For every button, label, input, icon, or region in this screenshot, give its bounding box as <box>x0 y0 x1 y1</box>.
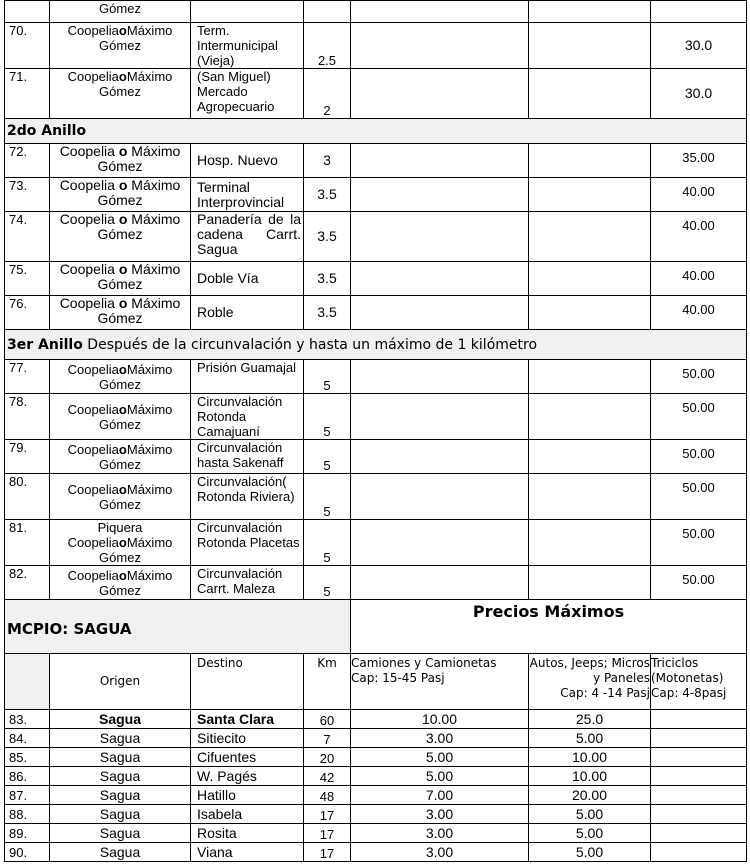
origin-cell <box>50 262 191 296</box>
empty-cell <box>529 520 651 566</box>
origin-cell: Sagua <box>50 805 191 824</box>
destination-cell <box>191 1 304 23</box>
section-description: Después de la circunvalación y hasta un máximo de 1 kilómetro <box>87 336 538 353</box>
table-row <box>5 69 747 119</box>
price-triciclos <box>651 824 747 843</box>
origin-text: CoopeliaoMáximo Gómez <box>67 567 173 598</box>
price-camiones: 3.00 <box>351 843 529 862</box>
price-triciclos <box>651 805 747 824</box>
price-autos: 10.00 <box>529 767 651 786</box>
empty-cell <box>351 394 529 440</box>
table-row <box>5 710 747 729</box>
row-number: 86. <box>5 767 50 786</box>
empty-cell <box>529 262 651 296</box>
price-camiones: 3.00 <box>351 729 529 748</box>
price-cell: 30.0 <box>651 23 747 69</box>
origin-cell: Sagua <box>50 824 191 843</box>
empty-cell <box>351 566 529 600</box>
conjunction-o: o <box>118 481 127 497</box>
conjunction-o: o <box>118 23 127 38</box>
section-label: 2do Anillo <box>7 123 87 139</box>
destination-cell: Circunvalación( Rotonda Riviera) <box>191 474 304 520</box>
empty-cell <box>351 1 529 23</box>
price-cell: 50.00 <box>651 394 747 440</box>
empty-cell <box>351 520 529 566</box>
price-cell <box>651 1 747 23</box>
conjunction-o: o <box>114 143 132 159</box>
table-row <box>5 212 747 262</box>
origin-cell <box>50 474 191 520</box>
destination-cell: Roble <box>191 296 304 330</box>
km-cell: 3.5 <box>304 296 351 330</box>
origin-cell <box>50 1 191 23</box>
price-autos: 5.00 <box>529 843 651 862</box>
table-row <box>5 394 747 440</box>
price-cell: 30.0 <box>651 69 747 119</box>
row-number: 82. <box>5 566 50 600</box>
origin-text: CoopeliaoMáximo Gómez <box>67 361 173 392</box>
row-number: 83. <box>5 710 50 729</box>
row-number: 72. <box>5 144 50 178</box>
origin-text: Piquera CoopeliaoMáximo Gómez <box>67 520 173 565</box>
municipio-header-row <box>5 600 747 654</box>
origin-text: Coopelia o Máximo Gómez <box>59 211 181 242</box>
section-label: 3er Anillo <box>7 336 83 353</box>
empty-cell <box>529 474 651 520</box>
table-row <box>5 767 747 786</box>
destination-cell: (San Miguel) Mercado Agropecuario <box>191 69 304 119</box>
origin-text: Coopelia o Máximo Gómez <box>59 143 181 174</box>
table-row <box>5 262 747 296</box>
price-autos: 25.0 <box>529 710 651 729</box>
empty-cell <box>351 360 529 394</box>
price-triciclos <box>651 710 747 729</box>
row-number: 88. <box>5 805 50 824</box>
empty-cell <box>351 23 529 69</box>
price-cell: 35.00 <box>651 144 747 178</box>
section-title <box>5 119 747 144</box>
empty-cell <box>529 178 651 212</box>
table-row <box>5 824 747 843</box>
empty-cell <box>529 69 651 119</box>
destination-cell: Doble Vía <box>191 262 304 296</box>
destination-cell: Rosita <box>191 824 304 843</box>
km-cell: 3.5 <box>304 212 351 262</box>
conjunction-o: o <box>114 211 132 227</box>
row-number: 79. <box>5 440 50 474</box>
table-row <box>5 296 747 330</box>
conjunction-o: o <box>118 535 127 550</box>
destination-cell: Circunvalación hasta Sakenaff <box>191 440 304 474</box>
km-cell: 3.5 <box>304 262 351 296</box>
empty-cell <box>351 296 529 330</box>
row-number: 85. <box>5 748 50 767</box>
km-cell: 2 <box>304 69 351 119</box>
price-cell: 50.00 <box>651 566 747 600</box>
origin-text: CoopeliaoMáximo Gómez <box>67 23 173 53</box>
origin-cell: Sagua <box>50 748 191 767</box>
km-cell: 3 <box>304 144 351 178</box>
origin-text: CoopeliaoMáximo Gómez <box>67 441 173 472</box>
precios-maximos-title: Precios Máximos <box>351 600 747 654</box>
price-cell: 40.00 <box>651 178 747 212</box>
km-cell: 5 <box>304 360 351 394</box>
origin-cell <box>50 566 191 600</box>
empty-cell <box>529 23 651 69</box>
conjunction-o: o <box>118 567 127 583</box>
destination-cell: Viana <box>191 843 304 862</box>
price-camiones: 5.00 <box>351 748 529 767</box>
destination-cell: Circunvalación Rotonda Camajuaní <box>191 394 304 440</box>
conjunction-o: o <box>118 401 127 417</box>
column-header-row <box>5 654 747 710</box>
table-row <box>5 786 747 805</box>
km-cell: 42 <box>304 767 351 786</box>
origin-cell <box>50 520 191 566</box>
empty-cell <box>529 296 651 330</box>
conjunction-o: o <box>114 177 132 193</box>
conjunction-o: o <box>118 441 127 457</box>
km-cell: 17 <box>304 805 351 824</box>
header-triciclos <box>651 654 747 710</box>
origin-text: Coopelia o Máximo Gómez <box>59 261 181 292</box>
header-km: Km <box>304 654 351 710</box>
origin-cell: Sagua <box>50 729 191 748</box>
section-row <box>5 119 747 144</box>
price-camiones: 3.00 <box>351 805 529 824</box>
km-cell: 5 <box>304 440 351 474</box>
origin-cell <box>50 296 191 330</box>
price-autos: 10.00 <box>529 748 651 767</box>
destination-cell: W. Pagés <box>191 767 304 786</box>
km-cell: 5 <box>304 566 351 600</box>
origin-cell <box>50 23 191 69</box>
table-row <box>5 144 747 178</box>
empty-cell <box>529 394 651 440</box>
price-triciclos <box>651 786 747 805</box>
origin-cell: Sagua <box>50 843 191 862</box>
header-autos <box>529 654 651 710</box>
row-number: 73. <box>5 178 50 212</box>
row-number: 71. <box>5 69 50 119</box>
table-row <box>5 843 747 862</box>
origin-cell <box>50 212 191 262</box>
table-row <box>5 1 747 23</box>
header-camiones-capacity: Cap: 15-45 Pasj <box>351 671 445 685</box>
table-row <box>5 729 747 748</box>
price-autos: 5.00 <box>529 729 651 748</box>
table-row <box>5 748 747 767</box>
price-autos: 5.00 <box>529 805 651 824</box>
row-number <box>5 1 50 23</box>
price-triciclos <box>651 729 747 748</box>
km-cell <box>304 1 351 23</box>
row-number: 90. <box>5 843 50 862</box>
empty-cell <box>529 360 651 394</box>
row-number: 84. <box>5 729 50 748</box>
price-cell: 50.00 <box>651 474 747 520</box>
empty-cell <box>529 566 651 600</box>
header-triciclos-capacity: Cap: 4-8pasj <box>651 686 727 700</box>
km-cell: 7 <box>304 729 351 748</box>
destination-cell: Terminal Interprovincial <box>191 178 304 212</box>
km-cell: 5 <box>304 474 351 520</box>
km-cell: 3.5 <box>304 178 351 212</box>
price-triciclos <box>651 767 747 786</box>
price-camiones: 10.00 <box>351 710 529 729</box>
destination-cell: Cifuentes <box>191 748 304 767</box>
destination-cell: Hosp. Nuevo <box>191 144 304 178</box>
origin-cell <box>50 360 191 394</box>
header-camiones-title: Camiones y Camionetas <box>351 656 497 670</box>
empty-cell <box>529 144 651 178</box>
destination-cell: Hatillo <box>191 786 304 805</box>
km-cell: 48 <box>304 786 351 805</box>
header-autos-title: Autos, Jeeps; Micros y Paneles <box>529 656 650 685</box>
header-destino: Destino <box>191 654 304 710</box>
km-cell: 17 <box>304 843 351 862</box>
origin-text: CoopeliaoMáximo Gómez <box>67 401 173 432</box>
km-cell: 17 <box>304 824 351 843</box>
price-cell: 50.00 <box>651 360 747 394</box>
conjunction-o: o <box>118 69 127 84</box>
origin-cell: Sagua <box>50 786 191 805</box>
row-number: 75. <box>5 262 50 296</box>
km-cell: 2.5 <box>304 23 351 69</box>
municipio-title: MCPIO: SAGUA <box>5 600 351 654</box>
table-row <box>5 23 747 69</box>
row-number: 89. <box>5 824 50 843</box>
origin-text: Coopelia o Máximo Gómez <box>59 177 181 208</box>
price-cell: 40.00 <box>651 296 747 330</box>
origin-cell <box>50 144 191 178</box>
price-cell: 50.00 <box>651 520 747 566</box>
conjunction-o: o <box>114 295 132 311</box>
table-row <box>5 360 747 394</box>
row-number: 87. <box>5 786 50 805</box>
row-number: 70. <box>5 23 50 69</box>
destination-cell: Prisión Guamajal <box>191 360 304 394</box>
empty-cell <box>529 1 651 23</box>
price-triciclos <box>651 748 747 767</box>
table-row <box>5 520 747 566</box>
destination-cell: Santa Clara <box>191 710 304 729</box>
destination-cell: Panadería de la cadena Carrt. Sagua <box>191 212 304 262</box>
price-cell: 40.00 <box>651 212 747 262</box>
origin-cell: Sagua <box>50 710 191 729</box>
table-row <box>5 440 747 474</box>
empty-cell <box>351 262 529 296</box>
row-number: 81. <box>5 520 50 566</box>
km-cell: 5 <box>304 520 351 566</box>
empty-cell <box>529 212 651 262</box>
empty-cell <box>351 474 529 520</box>
origin-cell: Sagua <box>50 767 191 786</box>
header-autos-capacity: Cap: 4 -14 Pasj <box>560 686 650 700</box>
price-camiones: 5.00 <box>351 767 529 786</box>
price-cell: 40.00 <box>651 262 747 296</box>
destination-cell: Circunvalación Carrt. Maleza <box>191 566 304 600</box>
header-triciclos-title: Triciclos (Motonetas) <box>651 656 724 685</box>
origin-text: CoopeliaoMáximo Gómez <box>67 481 173 512</box>
origin-cell <box>50 440 191 474</box>
origin-text: Coopelia o Máximo Gómez <box>59 295 181 326</box>
km-cell: 60 <box>304 710 351 729</box>
empty-cell <box>351 440 529 474</box>
destination-cell: Sitiecito <box>191 729 304 748</box>
empty-cell <box>351 212 529 262</box>
origin-cell <box>50 69 191 119</box>
destination-cell: Term. Intermunicipal (Vieja) <box>191 23 304 69</box>
row-number: 74. <box>5 212 50 262</box>
price-camiones: 7.00 <box>351 786 529 805</box>
price-autos: 5.00 <box>529 824 651 843</box>
tariff-table <box>4 0 747 862</box>
header-camiones <box>351 654 529 710</box>
row-number: 76. <box>5 296 50 330</box>
table-row <box>5 805 747 824</box>
price-camiones: 3.00 <box>351 824 529 843</box>
header-origen: Origen <box>50 654 191 710</box>
conjunction-o: o <box>118 361 127 377</box>
origin-text: Gómez <box>99 1 141 16</box>
empty-cell <box>529 440 651 474</box>
empty-cell <box>351 69 529 119</box>
row-number: 78. <box>5 394 50 440</box>
conjunction-o: o <box>114 261 132 277</box>
destination-cell: Circunvalación Rotonda Placetas <box>191 520 304 566</box>
table-row <box>5 474 747 520</box>
origin-cell <box>50 178 191 212</box>
row-number: 80. <box>5 474 50 520</box>
destination-cell: Isabela <box>191 805 304 824</box>
section-row <box>5 330 747 360</box>
section-title <box>5 330 747 360</box>
origin-text: CoopeliaoMáximo Gómez <box>67 69 173 99</box>
table-row <box>5 178 747 212</box>
price-triciclos <box>651 843 747 862</box>
table-row <box>5 566 747 600</box>
header-num <box>5 654 50 710</box>
price-cell: 50.00 <box>651 440 747 474</box>
empty-cell <box>351 178 529 212</box>
price-autos: 20.00 <box>529 786 651 805</box>
empty-cell <box>351 144 529 178</box>
km-cell: 5 <box>304 394 351 440</box>
km-cell: 20 <box>304 748 351 767</box>
row-number: 77. <box>5 360 50 394</box>
origin-cell <box>50 394 191 440</box>
